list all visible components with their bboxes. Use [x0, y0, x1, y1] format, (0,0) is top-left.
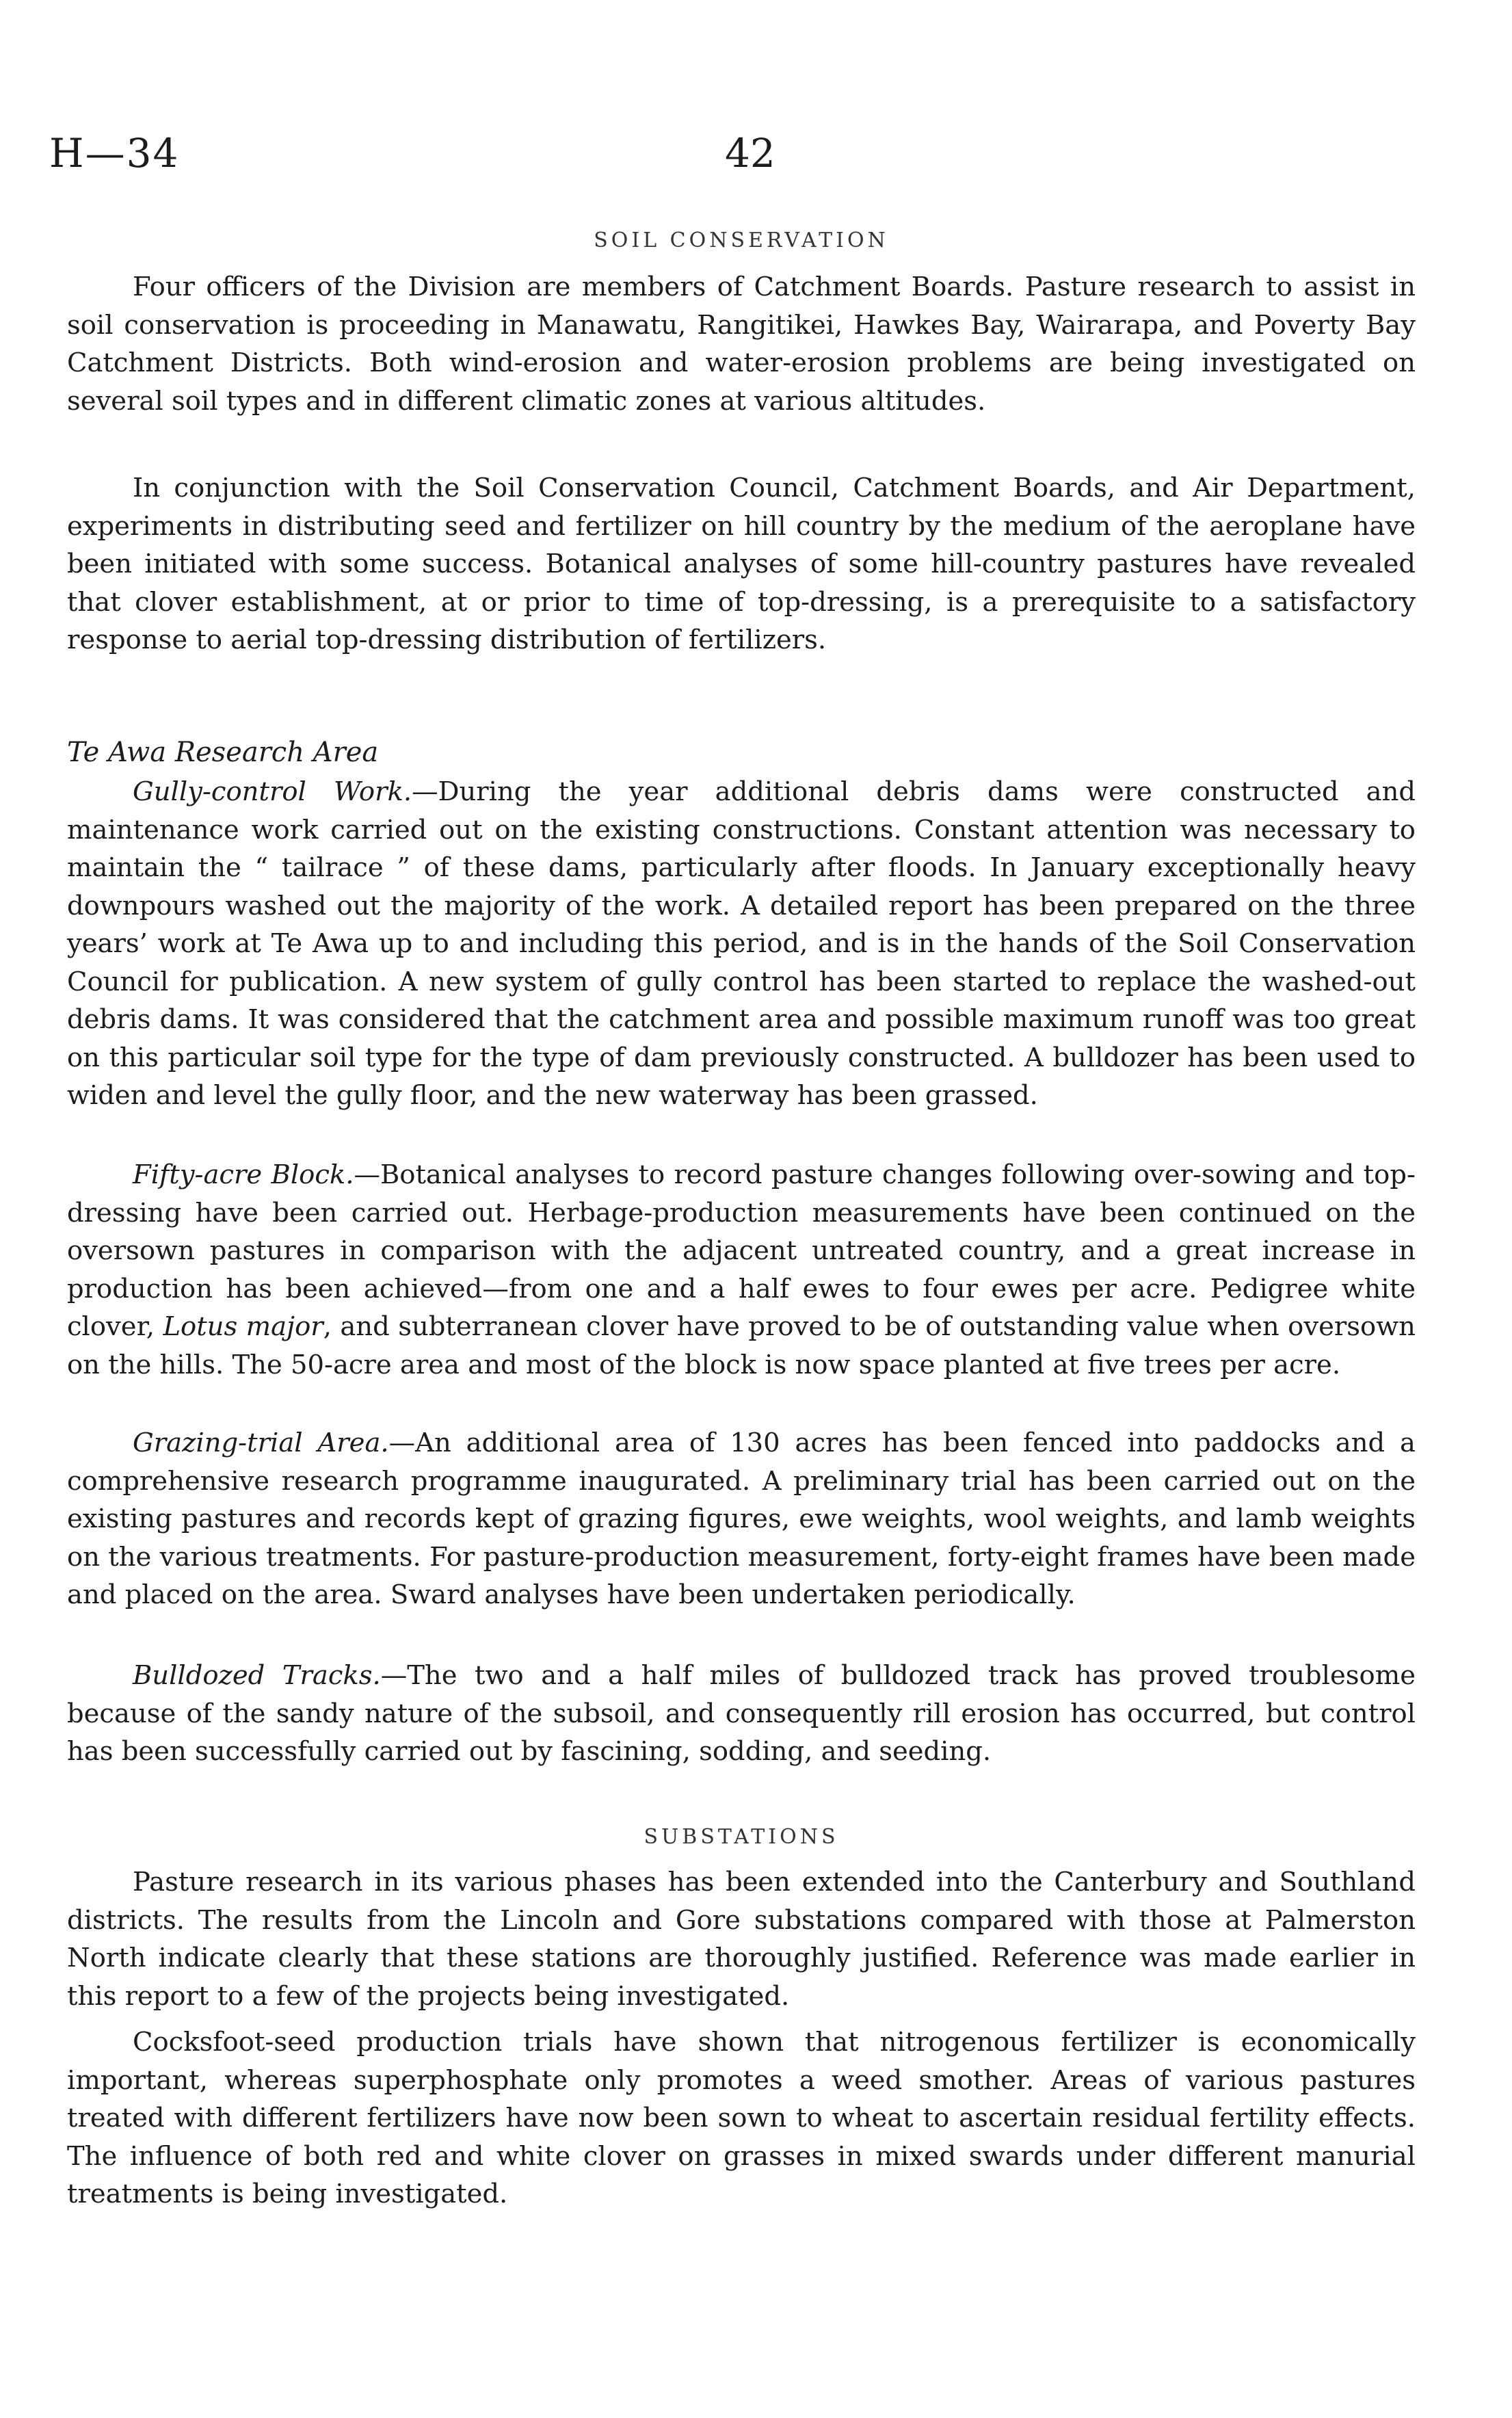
subsection-heading: Te Awa Research Area: [67, 737, 379, 768]
paragraph-text: —During the year additional debris dams were constructed and maintenance work carried out on the existing constructions. Constant attention was necessary to maintain the “ tailrace ” of these dams, particularly after floods. In January exceptionally heavy downpours washed out the majority of the work. A detailed report has been prepared on the three years’ work at Te Awa up to and including this period, and is in the hands of the Soil Conservation Council for publication. A new system of gully control has been started to replace the washed-out debris dams. It was considered that the catchment area and possible maximum runoff was too great on this particular soil type for the type of dam previously constructed. A bulldozer has been used to widen and level the gully floor, and the new waterway has been grassed.: [67, 776, 1416, 1111]
section-substations: [67, 1825, 1416, 1849]
paragraph: Pasture research in its various phases has been extended into the Canterbury and Southland districts. The results from the Lincoln and Gore substations compared with those at Palmerston North indicate clearly that these stations are thoroughly justified. Reference was made earlier in this report to a few of the projects being investigated.: [67, 1867, 1416, 2012]
paragraph-text: —The two and a half miles of bulldozed track has proved troublesome because of the sandy nature of the subsoil, and consequently rill erosion has occurred, but control has been successfully carried out by fascining, sodding, and seeding.: [67, 1660, 1416, 1767]
gully-control-block: [67, 773, 1416, 1115]
paragraph-text: —Botanical analyses to record pasture changes following over-sowing and top-dressing have been carried out. Herbage-production measurements have been continued on the oversown pastures in comparison with the adjacent untreated country, and a great increase in production has been achieved—from one and a half ewes to four ewes per acre. Pedigree white clover,: [67, 1159, 1416, 1342]
bulldozed-tracks-block: [67, 1657, 1416, 1771]
section-heading: SUBSTATIONS: [644, 1825, 839, 1849]
paragraph-title: Fifty-acre Block.: [133, 1159, 354, 1190]
te-awa-heading-block: [67, 732, 1416, 773]
section-soil-conservation: [67, 228, 1416, 252]
paragraph-text: , and subterranean clover have proved to be of outstanding value when oversown on the hills. The 50-acre area and most of the block is now space planted at five trees per acre.: [67, 1311, 1416, 1380]
paragraph-title: Bulldozed Tracks.: [133, 1660, 381, 1691]
paragraph-title: Gully-control Work.: [133, 776, 412, 807]
species-name: Lotus major: [163, 1311, 323, 1342]
paragraph: [67, 1424, 1416, 1614]
section-heading: SOIL CONSERVATION: [594, 228, 889, 252]
substations-paragraph-1-block: [67, 1863, 1416, 2015]
paragraph: [67, 1657, 1416, 1771]
paragraph-text: —An additional area of 130 acres has been fenced into paddocks and a comprehensive research programme inaugurated. A preliminary trial has been carried out on the existing pastures and records kept of grazing figures, ewe weights, wool weights, and lamb weights on the various treatments. For pasture-production measurement, forty-eight frames have been made and placed on the area. Sward analyses have been undertaken periodically.: [67, 1428, 1416, 1610]
paragraph: Cocksfoot-seed production trials have shown that nitrogenous fertilizer is economically important, whereas superphosphate only promotes a weed smother. Areas of various pastures treated with different fertilizers have now been sown to wheat to ascertain residual fertility effects. The influence of both red and white clover on grasses in mixed swards under different manurial treatments is being investigated.: [67, 2027, 1416, 2209]
page-number: 42: [725, 130, 775, 176]
paragraph: In conjunction with the Soil Conservation Council, Catchment Boards, and Air Department, experiments in distributing seed and fertilizer on hill country by the medium of the aeroplane have been initiated with some success. Botanical analyses of some hill-country pastures have revealed that clover establishment, at or prior to time of top-dressing, is a prerequisite to a satisfactory response to aerial top-dressing distribution of fertilizers.: [67, 473, 1416, 655]
fifty-acre-block: [67, 1156, 1416, 1384]
paragraph-title: Grazing-trial Area.: [133, 1428, 389, 1458]
paragraph: [67, 1156, 1416, 1384]
paragraph: [67, 773, 1416, 1115]
document-reference: H—34: [49, 130, 180, 176]
paragraph: Four officers of the Division are members of Catchment Boards. Pasture research to assist in soil conservation is proceeding in Manawatu, Rangitikei, Hawkes Bay, Wairarapa, and Poverty Bay Catchment Districts. Both wind-erosion and water-erosion problems are being investigated on several soil types and in different climatic zones at various altitudes.: [67, 272, 1416, 417]
soil-paragraph-1-block: [67, 268, 1416, 420]
substations-paragraph-2-block: [67, 2023, 1416, 2213]
soil-paragraph-2-block: [67, 469, 1416, 659]
grazing-trial-block: [67, 1424, 1416, 1614]
